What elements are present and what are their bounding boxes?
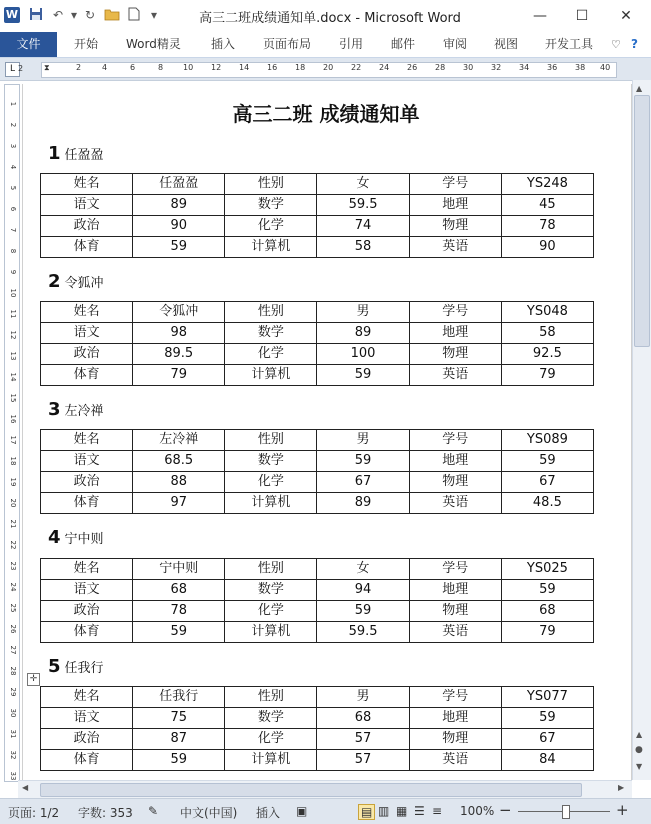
vertical-ruler-number: 33 [9, 771, 17, 781]
student-name: 令狐冲 [64, 276, 104, 291]
table-cell[interactable]: 88 [133, 472, 225, 493]
table-cell[interactable]: 英语 [409, 750, 501, 771]
undo-icon[interactable]: ↶ [52, 8, 64, 22]
table-row [41, 216, 594, 237]
table-cell[interactable]: 68 [133, 580, 225, 601]
ruler-number: 16 [267, 63, 278, 72]
table-cell[interactable]: 89.5 [133, 344, 225, 365]
table-cell[interactable]: 100 [317, 344, 409, 365]
vertical-ruler-number: 20 [9, 498, 17, 508]
table-row [41, 302, 594, 323]
table-cell[interactable]: 89 [317, 323, 409, 344]
table-row [41, 687, 594, 708]
ruler-number: 30 [463, 63, 474, 72]
student-heading [48, 271, 104, 292]
table-cell[interactable]: 79 [501, 365, 593, 386]
table-cell[interactable]: 物理 [409, 344, 501, 365]
table-cell[interactable]: YS077 [501, 687, 593, 708]
vertical-ruler-number: 29 [9, 687, 17, 697]
zoom-in-button[interactable]: + [616, 801, 629, 819]
tab-insert[interactable]: 插入 [211, 37, 236, 51]
language-indicator[interactable]: 中文(中国) [180, 806, 238, 820]
table-cell[interactable]: 语文 [41, 580, 133, 601]
tab-file[interactable]: 文件 [0, 32, 57, 57]
table-cell[interactable]: 性别 [225, 430, 317, 451]
ruler-number: 22 [351, 63, 362, 72]
table-cell[interactable]: 姓名 [41, 302, 133, 323]
spell-check-icon[interactable]: ✎ [148, 804, 159, 818]
full-screen-reading-icon[interactable]: ▥ [378, 804, 390, 818]
table-cell[interactable]: 语文 [41, 195, 133, 216]
vertical-ruler-number: 25 [9, 603, 17, 613]
table-cell[interactable]: 宁中则 [133, 559, 225, 580]
vertical-ruler-number: 15 [9, 393, 17, 403]
table-row [41, 344, 594, 365]
table-cell[interactable]: 计算机 [225, 493, 317, 514]
ruler-number: 4 [102, 63, 108, 72]
table-cell[interactable]: 语文 [41, 323, 133, 344]
table-cell[interactable]: 59.5 [317, 195, 409, 216]
table-cell[interactable]: 58 [317, 237, 409, 258]
scroll-up-icon[interactable]: ▲ [636, 84, 643, 93]
vertical-ruler-number: 12 [9, 330, 17, 340]
table-cell[interactable]: 75 [133, 708, 225, 729]
status-bar [0, 798, 651, 824]
ruler-number: 34 [519, 63, 530, 72]
macro-record-icon[interactable]: ▣ [296, 804, 308, 818]
table-cell[interactable]: 左冷禅 [133, 430, 225, 451]
horizontal-ruler[interactable] [41, 62, 617, 78]
outline-view-icon[interactable]: ☰ [414, 804, 425, 818]
table-cell[interactable]: 英语 [409, 237, 501, 258]
browse-object-icon[interactable]: ● [635, 745, 643, 755]
table-cell[interactable]: 地理 [409, 451, 501, 472]
tab-review[interactable]: 审阅 [443, 37, 468, 51]
vertical-ruler-number: 4 [9, 164, 17, 170]
tab-home[interactable]: 开始 [74, 37, 99, 51]
vertical-ruler-number: 18 [9, 456, 17, 466]
table-cell[interactable]: 英语 [409, 365, 501, 386]
table-cell[interactable]: 59 [501, 451, 593, 472]
ruler-number: 18 [295, 63, 306, 72]
table-cell[interactable]: 67 [317, 472, 409, 493]
table-cell[interactable]: 学号 [409, 174, 501, 195]
table-cell[interactable]: 74 [317, 216, 409, 237]
table-row [41, 195, 594, 216]
table-row [41, 174, 594, 195]
vertical-ruler-number: 21 [9, 519, 17, 529]
ribbon-collapse-icon[interactable]: ♡ [611, 38, 621, 51]
vertical-ruler-number: 7 [9, 227, 17, 233]
table-cell[interactable]: 体育 [41, 622, 133, 643]
table-cell[interactable]: 任我行 [133, 687, 225, 708]
ruler-number: 20 [323, 63, 334, 72]
table-cell[interactable]: 物理 [409, 601, 501, 622]
vertical-ruler-number: 10 [9, 288, 17, 298]
grade-table [40, 429, 594, 514]
table-row [41, 580, 594, 601]
table-cell[interactable]: 化学 [225, 216, 317, 237]
vertical-scroll-thumb[interactable] [634, 95, 650, 347]
table-cell[interactable]: 68.5 [133, 451, 225, 472]
table-cell[interactable]: 性别 [225, 559, 317, 580]
help-icon[interactable]: ? [631, 37, 638, 51]
vertical-ruler-number: 23 [9, 561, 17, 571]
word-logo-icon[interactable]: W [5, 8, 19, 21]
table-cell[interactable]: 学号 [409, 302, 501, 323]
vertical-ruler-number: 13 [9, 351, 17, 361]
table-row [41, 451, 594, 472]
table-cell[interactable]: 语文 [41, 708, 133, 729]
grade-table [40, 686, 594, 771]
vertical-ruler-number: 1 [9, 101, 17, 107]
ruler-number: 38 [575, 63, 586, 72]
minimize-button[interactable]: — [533, 8, 547, 24]
table-row [41, 493, 594, 514]
table-cell[interactable]: YS025 [501, 559, 593, 580]
zoom-level[interactable]: 100% [460, 804, 495, 818]
student-number: 2 [48, 271, 61, 292]
tab-stop-selector[interactable]: L [5, 62, 20, 77]
table-cell[interactable]: 令狐冲 [133, 302, 225, 323]
table-cell[interactable]: 87 [133, 729, 225, 750]
table-cell[interactable]: 学号 [409, 430, 501, 451]
table-cell[interactable]: 政治 [41, 216, 133, 237]
web-layout-icon[interactable]: ▦ [396, 804, 408, 818]
table-row [41, 472, 594, 493]
tab-mailings[interactable]: 邮件 [391, 37, 416, 51]
table-cell[interactable]: 59 [317, 365, 409, 386]
table-move-handle-icon[interactable]: ✛ [27, 673, 40, 686]
student-name: 左冷禅 [64, 404, 104, 419]
table-cell[interactable]: 英语 [409, 493, 501, 514]
table-cell[interactable]: 68 [317, 708, 409, 729]
table-cell[interactable]: 政治 [41, 601, 133, 622]
ribbon-tab-bar [0, 32, 651, 58]
table-cell[interactable]: 女 [317, 174, 409, 195]
table-cell[interactable]: 59.5 [317, 622, 409, 643]
table-cell[interactable]: 体育 [41, 365, 133, 386]
table-cell[interactable]: 地理 [409, 708, 501, 729]
ruler-number: 2 [76, 63, 82, 72]
table-cell[interactable]: YS089 [501, 430, 593, 451]
page-count[interactable]: 页面: 1/2 [8, 806, 60, 820]
ruler-number: 12 [211, 63, 222, 72]
student-heading [48, 143, 104, 164]
ruler-number: 10 [183, 63, 194, 72]
table-row [41, 622, 594, 643]
vertical-ruler-number: 14 [9, 372, 17, 382]
vertical-ruler-number: 3 [9, 143, 17, 149]
tab-page-layout[interactable]: 页面布局 [263, 37, 312, 51]
maximize-button[interactable]: ☐ [575, 8, 589, 24]
vertical-ruler-number: 6 [9, 206, 17, 212]
table-row [41, 708, 594, 729]
table-row [41, 430, 594, 451]
table-cell[interactable]: 数学 [225, 580, 317, 601]
table-cell[interactable]: 学号 [409, 559, 501, 580]
table-cell[interactable]: 化学 [225, 344, 317, 365]
vertical-ruler-number: 11 [9, 309, 17, 319]
table-row [41, 601, 594, 622]
table-cell[interactable]: 数学 [225, 323, 317, 344]
ruler-number: 2 [18, 64, 24, 73]
vertical-ruler-number: 32 [9, 750, 17, 760]
table-cell[interactable]: YS048 [501, 302, 593, 323]
student-number: 4 [48, 527, 61, 548]
table-cell[interactable]: 92.5 [501, 344, 593, 365]
draft-view-icon[interactable]: ≡ [432, 804, 443, 818]
grade-table [40, 301, 594, 386]
table-row [41, 559, 594, 580]
table-cell[interactable]: 57 [317, 750, 409, 771]
table-cell[interactable]: 政治 [41, 344, 133, 365]
table-cell[interactable]: 化学 [225, 729, 317, 750]
table-cell[interactable]: 姓名 [41, 559, 133, 580]
vertical-ruler-number: 24 [9, 582, 17, 592]
table-row [41, 323, 594, 344]
undo-dropdown-icon[interactable]: ▾ [70, 8, 78, 22]
table-cell[interactable]: 94 [317, 580, 409, 601]
ruler-number: 14 [239, 63, 250, 72]
horizontal-scroll-thumb[interactable] [40, 783, 582, 797]
open-folder-icon[interactable] [104, 7, 120, 23]
close-button[interactable]: ✕ [620, 8, 632, 24]
table-cell[interactable]: 98 [133, 323, 225, 344]
save-icon[interactable] [28, 7, 44, 23]
table-cell[interactable]: 59 [133, 237, 225, 258]
table-cell[interactable]: 57 [317, 729, 409, 750]
redo-icon[interactable]: ↻ [84, 8, 96, 22]
table-cell[interactable]: 数学 [225, 708, 317, 729]
table-cell[interactable]: 数学 [225, 451, 317, 472]
table-cell[interactable]: 68 [501, 601, 593, 622]
table-cell[interactable]: 59 [501, 708, 593, 729]
vertical-ruler-number: 2 [9, 122, 17, 128]
table-cell[interactable]: 地理 [409, 580, 501, 601]
table-cell[interactable]: 59 [317, 601, 409, 622]
ruler-number: 6 [130, 63, 136, 72]
vertical-ruler-number: 31 [9, 729, 17, 739]
new-document-icon[interactable] [126, 7, 142, 23]
table-cell[interactable]: 78 [501, 216, 593, 237]
grade-table [40, 558, 594, 643]
table-cell[interactable]: 任盈盈 [133, 174, 225, 195]
table-cell[interactable]: 姓名 [41, 174, 133, 195]
table-cell[interactable]: 政治 [41, 472, 133, 493]
ruler-number: 8 [158, 63, 164, 72]
student-name: 宁中则 [64, 532, 104, 547]
tab-view[interactable]: 视图 [494, 37, 519, 51]
vertical-ruler-number: 27 [9, 645, 17, 655]
table-cell[interactable]: 地理 [409, 195, 501, 216]
table-cell[interactable]: 政治 [41, 729, 133, 750]
student-heading [48, 527, 104, 548]
ruler-indent-marker-icon[interactable]: ⧗ [44, 63, 50, 72]
document-heading: 高三二班 成绩通知单 [232, 102, 420, 126]
student-number: 1 [48, 143, 61, 164]
table-cell[interactable]: 67 [501, 729, 593, 750]
table-cell[interactable]: 女 [317, 559, 409, 580]
table-cell[interactable]: 英语 [409, 622, 501, 643]
table-cell[interactable]: 59 [133, 750, 225, 771]
next-page-icon[interactable]: ▼ [636, 762, 643, 771]
tab-developer[interactable]: 开发工具 [545, 37, 594, 51]
table-cell[interactable]: 58 [501, 323, 593, 344]
table-cell[interactable]: 体育 [41, 493, 133, 514]
table-cell[interactable]: 性别 [225, 174, 317, 195]
tab-references[interactable]: 引用 [339, 37, 364, 51]
student-name: 任盈盈 [64, 148, 104, 163]
ruler-number: 26 [407, 63, 418, 72]
ruler-number: 36 [547, 63, 558, 72]
ruler-number: 40 [600, 63, 611, 72]
word-count[interactable]: 字数: 353 [78, 806, 133, 820]
ruler-number: 32 [491, 63, 502, 72]
vertical-ruler-number: 8 [9, 248, 17, 254]
table-cell[interactable]: 67 [501, 472, 593, 493]
zoom-slider-thumb[interactable] [562, 805, 570, 819]
scroll-right-icon[interactable]: ▶ [618, 783, 625, 792]
table-cell[interactable]: 姓名 [41, 687, 133, 708]
zoom-out-button[interactable]: − [499, 801, 512, 819]
vertical-ruler-number: 22 [9, 540, 17, 550]
student-number: 3 [48, 399, 61, 420]
table-cell[interactable]: 化学 [225, 472, 317, 493]
table-row [41, 365, 594, 386]
vertical-ruler-number: 19 [9, 477, 17, 487]
table-row [41, 750, 594, 771]
table-cell[interactable]: 男 [317, 687, 409, 708]
table-cell[interactable]: 78 [133, 601, 225, 622]
table-cell[interactable]: 59 [133, 622, 225, 643]
table-cell[interactable]: YS248 [501, 174, 593, 195]
insert-mode[interactable]: 插入 [256, 806, 281, 820]
table-cell[interactable]: 数学 [225, 195, 317, 216]
table-cell[interactable]: 89 [133, 195, 225, 216]
vertical-ruler-number: 5 [9, 185, 17, 191]
table-cell[interactable]: 姓名 [41, 430, 133, 451]
table-cell[interactable]: 计算机 [225, 750, 317, 771]
table-cell[interactable]: 59 [501, 580, 593, 601]
table-cell[interactable]: 男 [317, 430, 409, 451]
student-name: 任我行 [64, 661, 104, 676]
grade-table [40, 173, 594, 258]
table-cell[interactable]: 物理 [409, 729, 501, 750]
table-cell[interactable]: 物理 [409, 216, 501, 237]
table-cell[interactable]: 48.5 [501, 493, 593, 514]
title-bar [0, 0, 651, 33]
table-cell[interactable]: 45 [501, 195, 593, 216]
student-heading [48, 399, 104, 420]
table-cell[interactable]: 男 [317, 302, 409, 323]
vertical-ruler-number: 30 [9, 708, 17, 718]
table-cell[interactable]: 90 [133, 216, 225, 237]
table-cell[interactable]: 体育 [41, 237, 133, 258]
student-heading [48, 656, 104, 677]
table-cell[interactable]: 计算机 [225, 237, 317, 258]
vertical-ruler-number: 9 [9, 269, 17, 275]
table-cell[interactable]: 语文 [41, 451, 133, 472]
scroll-left-icon[interactable]: ◀ [22, 783, 29, 792]
table-cell[interactable]: 90 [501, 237, 593, 258]
table-cell[interactable]: 体育 [41, 750, 133, 771]
tab-word-wizard[interactable]: Word精灵 [126, 37, 181, 51]
table-row [41, 729, 594, 750]
table-cell[interactable]: 计算机 [225, 365, 317, 386]
table-cell[interactable]: 性别 [225, 687, 317, 708]
table-cell[interactable]: 学号 [409, 687, 501, 708]
ruler-number: 28 [435, 63, 446, 72]
table-cell[interactable]: 89 [317, 493, 409, 514]
table-cell[interactable]: 59 [317, 451, 409, 472]
table-cell[interactable]: 97 [133, 493, 225, 514]
previous-page-icon[interactable]: ▲ [636, 730, 643, 739]
customize-toolbar-icon[interactable]: ▾ [150, 8, 158, 22]
table-cell[interactable]: 性别 [225, 302, 317, 323]
table-cell[interactable]: 79 [501, 622, 593, 643]
student-number: 5 [48, 656, 61, 677]
vertical-ruler[interactable] [4, 84, 20, 782]
table-cell[interactable]: 79 [133, 365, 225, 386]
table-row [41, 237, 594, 258]
ruler-number: 24 [379, 63, 390, 72]
table-cell[interactable]: 84 [501, 750, 593, 771]
table-cell[interactable]: 物理 [409, 472, 501, 493]
table-cell[interactable]: 地理 [409, 323, 501, 344]
window-title: 高三二班成绩通知单.docx - Microsoft Word [199, 11, 461, 26]
table-cell[interactable]: 化学 [225, 601, 317, 622]
vertical-ruler-number: 17 [9, 435, 17, 445]
vertical-ruler-number: 26 [9, 624, 17, 634]
vertical-ruler-number: 28 [9, 666, 17, 676]
table-cell[interactable]: 计算机 [225, 622, 317, 643]
print-layout-icon[interactable]: ▤ [358, 804, 375, 820]
vertical-ruler-number: 16 [9, 414, 17, 424]
